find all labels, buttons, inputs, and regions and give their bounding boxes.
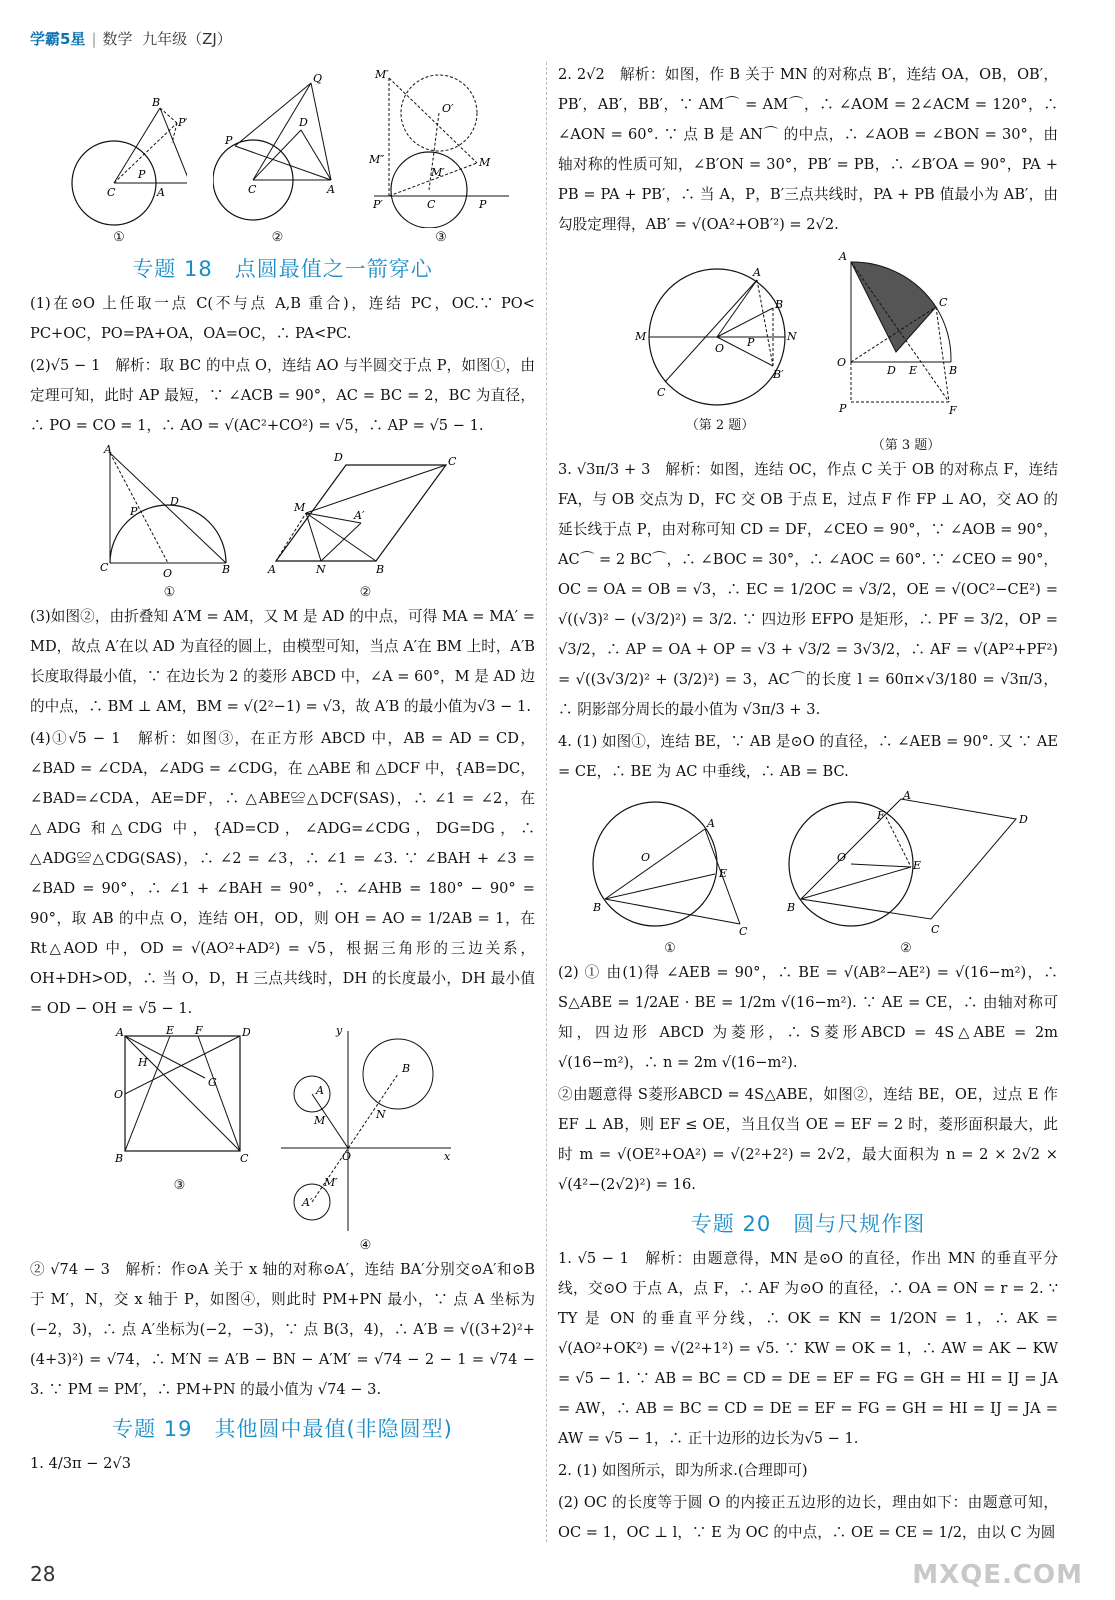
figure-r1-2 <box>831 242 981 453</box>
svg-text:N: N <box>315 563 326 576</box>
figure-r1-2-caption: （第 3 题） <box>871 438 941 453</box>
page-number: 28 <box>30 1562 56 1586</box>
svg-text:C: C <box>247 183 256 196</box>
svg-text:A′: A′ <box>353 509 364 522</box>
svg-text:H: H <box>137 1056 148 1069</box>
svg-text:A: A <box>267 563 276 576</box>
svg-text:B′: B′ <box>773 368 784 381</box>
watermark: MXQE.COM <box>912 1560 1083 1590</box>
svg-text:A: A <box>753 266 761 279</box>
svg-text:N: N <box>787 330 797 343</box>
brand-logo: 学霸5星 <box>30 30 86 48</box>
svg-text:M′: M′ <box>374 68 389 81</box>
svg-text:O: O <box>641 851 651 864</box>
subject: 数学 <box>102 30 133 48</box>
left-column <box>30 60 535 1481</box>
paragraph-r-3: 4. (1) 如图①，连结 BE，∵ AB 是⊙O 的直径，∴ ∠AEB = 90°. 又 ∵ AE = CE，∴ BE 为 AC 中垂线，∴ AB = BC. <box>558 733 1058 780</box>
svg-text:P′: P′ <box>177 116 187 129</box>
svg-text:C: C <box>426 198 435 211</box>
figure-1-1 <box>52 68 187 245</box>
figure-group-3 <box>30 1026 535 1253</box>
svg-text:C: C <box>99 561 108 574</box>
svg-text:C: C <box>739 925 748 938</box>
paragraph-18-2: (2)√5 − 1 解析：取 BC 的中点 O，连结 AO 与半圆交于点 P，如图①，由定理可知，此时 AP 最短，∵ ∠ACB = 90°，AC = BC = 2，BC 为直径，∴ PO = CO = 1，∴ AO = √(AC²+CO²) = √5，∴ AP = √5 − 1. <box>30 357 535 434</box>
heading-topic-19: 专题 19 其他圆中最值(非隐圆型) <box>112 1417 453 1441</box>
page-header: 学霸5星 | 数学 九年级（ZJ） <box>30 30 232 48</box>
svg-text:O: O <box>341 1150 351 1163</box>
svg-text:Q: Q <box>312 72 322 85</box>
figure-1-3-caption: ③ <box>435 230 447 245</box>
svg-text:E: E <box>913 859 922 872</box>
right-column <box>558 60 1058 1550</box>
svg-text:B: B <box>401 1062 410 1075</box>
svg-text:C: C <box>939 296 948 309</box>
svg-text:C: C <box>657 386 666 399</box>
paragraph-18-4: (4)①√5 − 1 解析：如图③，在正方形 ABCD 中，AB = AD = CD，∠BAD = ∠CDA，∠ADG = ∠CDG，在 △ABE 和 △DCF 中，{AB=DC，∠BAD=∠CDA，AE=DF，∴ △ABE≌△DCF(SAS)，∴ ∠1 = ∠2，在△ADG 和△CDG 中，{AD=CD，∠ADG=∠CDG，DG=DG，∴ △ADG≌△CDG(SAS)，∴ ∠2 = ∠3，∴ ∠1 = ∠3. ∵ ∠BAH + ∠3 = ∠BAD = 90°，∴ ∠1 + ∠BAH = 90°，∴ ∠AHB = 180° − 90° = 90°，取 AB 的中点 O，连结 OH，OD，则 OH = AO = 1/2AB = 1，在 Rt△AOD 中，OD = √(AO²+AD²) = √5，根据三角形的三边关系，OH+DH>OD，∴ 当 O，D，H 三点共线时，DH 的长度最小，DH 最小值 = OD − OH = √5 − 1. <box>30 730 535 1017</box>
svg-text:P: P <box>129 505 137 518</box>
figure-r2-2 <box>781 789 1031 956</box>
svg-text:P: P <box>478 198 486 211</box>
svg-text:O: O <box>837 851 847 864</box>
figure-2-2-caption: ② <box>359 585 372 600</box>
svg-text:M: M <box>313 1114 325 1127</box>
svg-text:B: B <box>151 96 160 109</box>
svg-text:x: x <box>443 1150 450 1163</box>
paragraph-18-1: (1)在⊙O 上任取一点 C(不与点 A,B 重合)，连结 PC，OC.∵ PO< PC+OC，PO=PA+OA，OA=OC，∴ PA<PC. <box>30 295 535 342</box>
svg-text:B: B <box>114 1152 123 1165</box>
figure-3-1-caption: ③ <box>173 1178 186 1193</box>
svg-text:C: C <box>447 455 456 468</box>
heading-topic-18: 专题 18 点圆最值之一箭穿心 <box>132 257 433 281</box>
figure-r2-1 <box>585 789 755 956</box>
svg-text:y: y <box>335 1026 342 1037</box>
paragraph-r-6: 1. √5 − 1 解析：由题意得，MN 是⊙O 的直径，作出 MN 的垂直平分线，交⊙O 于点 A，点 F，∴ AF 为⊙O 的直径，∴ OA = ON = r = 2. ∵ TY 是 ON 的垂直平分线，∴ OK = KN = 1/2ON = 1，∴ AK = √(AO²+OK²) = √(2²+1²) = √5. ∵ KW = OK = 1，∴ AW = AK − KW = √5 − 1. ∵ AB = BC = CD = DE = EF = FG = GH = HI = IJ = JA = AW，∴ AB = BC = CD = DE = EF = FG = GH = HI = IJ = JA = AW = √5 − 1，∴ 正十边形的边长为√5 − 1. <box>558 1250 1058 1447</box>
paragraph-r-8: (2) OC 的长度等于圆 O 的内接正五边形的边长，理由如下：由题意可知，OC = 1，OC ⊥ l，∵ E 为 OC 的中点，∴ OE = CE = 1/2，由以 C 为圆 <box>558 1494 1058 1541</box>
svg-text:P: P <box>137 168 145 181</box>
figure-r1-1 <box>635 242 805 453</box>
paragraph-18-5: ② √74 − 3 解析：作⊙A 关于 x 轴的对称⊙A′，连结 BA′分别交⊙A′和⊙B 于 M′，N，交 x 轴于 P，如图④，则此时 PM+PN 最小，∵ 点 A 坐标为(−2，3)，∴ 点 A′坐标为(−2，−3)，∵ 点 B(3，4)，∴ A′B = √((3+2)²+(4+3)²) = √74，∴ M′N = A′B − BN − A′M′ = √74 − 2 − 1 = √74 − 3. ∵ PM = PM′，∴ PM+PN 的最小值为 √74 − 3. <box>30 1261 535 1398</box>
svg-text:M: M <box>293 501 305 514</box>
svg-text:M: M <box>635 330 647 343</box>
svg-text:A: A <box>115 1026 124 1039</box>
svg-text:B: B <box>949 364 958 377</box>
svg-text:M: M <box>478 156 490 169</box>
svg-text:O: O <box>715 342 725 355</box>
svg-text:D: D <box>1019 813 1028 826</box>
svg-text:D: D <box>333 451 343 464</box>
heading-topic-20: 专题 20 圆与尺规作图 <box>690 1212 926 1236</box>
svg-text:P: P <box>224 134 232 147</box>
svg-text:F: F <box>949 404 957 417</box>
svg-text:C: C <box>931 923 940 936</box>
svg-text:O: O <box>837 356 847 369</box>
figure-r1-1-caption: （第 2 题） <box>685 418 755 433</box>
svg-text:C: C <box>106 186 115 199</box>
svg-text:B: B <box>787 901 796 914</box>
figure-group-2 <box>30 443 535 600</box>
paragraph-19-1: 1. 4/3π − 2√3 <box>30 1455 132 1472</box>
svg-text:A: A <box>707 817 715 830</box>
svg-text:C: C <box>239 1152 248 1165</box>
grade: 九年级（ZJ） <box>142 30 232 48</box>
figure-group-1 <box>30 68 535 245</box>
figure-1-1-caption: ① <box>113 230 125 245</box>
svg-text:A: A <box>326 183 335 196</box>
figure-2-2 <box>266 443 466 600</box>
svg-text:F: F <box>194 1026 203 1037</box>
figure-3-2 <box>276 1026 456 1253</box>
svg-text:D: D <box>887 364 896 377</box>
figure-r2-1-caption: ① <box>664 941 676 956</box>
svg-text:D: D <box>241 1026 250 1039</box>
paragraph-r-4: (2) ① 由(1)得 ∠AEB = 90°，∴ BE = √(AB²−AE²) = √(16−m²)，∴ S△ABE = 1/2AE · BE = 1/2m √(16−m²). ∵ AE = CE，∴ 由轴对称可知，四边形 ABCD 为菱形，∴ S菱形ABCD = 4S△ABE = 2m √(16−m²)，∴ n = 2m √(16−m²). <box>558 964 1058 1071</box>
paragraph-r-1: 2. 2√2 解析：如图，作 B 关于 MN 的对称点 B′，连结 OA，OB，OB′，PB′，AB′，BB′，∵ AM⌒ = AM⌒，∴ ∠AOM = 2∠ACM = 120°，∴ ∠AON = 60°. ∵ 点 B 是 AN⌒ 的中点，∴ ∠AOB = ∠BON = 30°，由轴对称的性质可知，∠B′ON = 30°，PB′ = PB，∴ ∠B′OA = 90°，PA + PB = PA + PB′，∴ 当 A，P，B′三点共线时，PA + PB 值最小为 AB′，由勾股定理得，AB′ = √(OA²+OB′²) = 2√2. <box>558 66 1058 233</box>
figure-3-2-caption: ④ <box>359 1238 372 1253</box>
figure-1-2-caption: ② <box>271 230 284 245</box>
svg-text:M′: M′ <box>323 1176 338 1189</box>
svg-text:P: P <box>747 336 755 349</box>
svg-text:B: B <box>375 563 384 576</box>
figure-2-1 <box>100 443 240 600</box>
svg-text:A: A <box>103 443 112 456</box>
svg-text:F: F <box>877 809 885 822</box>
svg-text:P′: P′ <box>372 198 383 211</box>
svg-text:B: B <box>221 563 230 576</box>
figure-group-r1 <box>558 242 1058 453</box>
figure-3-1 <box>110 1026 250 1253</box>
svg-text:E: E <box>719 867 728 880</box>
figure-group-r2 <box>558 789 1058 956</box>
svg-text:G: G <box>207 1076 217 1089</box>
svg-text:M″: M″ <box>368 153 384 166</box>
svg-text:D: D <box>298 116 308 129</box>
paragraph-r-5: ②由题意得 S菱形ABCD = 4S△ABE，如图②，连结 BE，OE，过点 E 作 EF ⊥ AB，则 EF ≤ OE，当且仅当 OE = EF = 2 时，菱形面积最大，此时 m = √(OE²+OA²) = √(2²+2²) = 2√2，最大面积为 n = 2 × 2√2 × √(4²−(2√2)²) = 16. <box>558 1086 1058 1193</box>
svg-text:N: N <box>375 1108 386 1121</box>
svg-text:B: B <box>593 901 602 914</box>
svg-text:B: B <box>775 298 784 311</box>
svg-text:E: E <box>165 1026 174 1037</box>
svg-text:M′: M′ <box>430 166 445 179</box>
figure-1-3 <box>369 68 514 245</box>
figure-2-1-caption: ① <box>163 585 176 600</box>
svg-text:O: O <box>113 1088 123 1101</box>
svg-text:P: P <box>839 402 847 415</box>
column-divider <box>546 62 547 1542</box>
figure-r2-2-caption: ② <box>900 941 912 956</box>
paragraph-18-3: (3)如图②，由折叠知 A′M = AM，又 M 是 AD 的中点，可得 MA = MA′ = MD，故点 A′在以 AD 为直径的圆上，由模型可知，当点 A′在 BM 上时，A′B 长度取得最小值，∵ 在边长为 2 的菱形 ABCD 中，∠A = 60°，M 是 AD 边的中点，∴ BM ⊥ AM，BM = √(2²−1) = √3，故 A′B 的最小值为√3 − 1. <box>30 608 535 715</box>
paragraph-r-7: 2. (1) 如图所示，即为所求.(合理即可) <box>558 1462 808 1479</box>
paragraph-r-2: 3. √3π/3 + 3 解析：如图，连结 OC，作点 C 关于 OB 的对称点 F，连结 FA，与 OB 交点为 D，FC 交 OB 于点 E，过点 F 作 FP ⊥ AO，交 AO 的延长线于点 P，由对称可知 CD = DF，∠CEO = 90°，∵ ∠AOB = 90°，AC⌒ = 2 BC⌒，∴ ∠BOC = 30°，∴ ∠AOC = 60°. ∵ ∠CEO = 90°，OC = OA = OB = √3，∴ EC = 1/2OC = √3/2，OE = √(OC²−CE²) = √((√3)² − (√3/2)²) = 3/2. ∵ 四边形 EFPO 是矩形，∴ PF = 3/2，OP = √3/2，∴ AP = OA + OP = √3 + √3/2 = 3√3/2，∴ AF = √(AP²+PF²) = √((3√3/2)² + (3/2)²) = 3，AC⌒的长度 l = 60π×√3/180 = √3π/3，∴ 阴影部分周长的最小值为 √3π/3 + 3. <box>558 461 1058 718</box>
svg-text:E: E <box>909 364 918 377</box>
svg-text:O′: O′ <box>441 102 454 115</box>
svg-text:A′: A′ <box>301 1196 312 1209</box>
svg-text:O: O <box>162 567 172 580</box>
figure-1-2 <box>213 68 343 245</box>
svg-text:D: D <box>169 495 179 508</box>
svg-text:A: A <box>315 1084 324 1097</box>
svg-text:A: A <box>839 250 847 263</box>
svg-text:A: A <box>903 789 911 802</box>
svg-text:A: A <box>156 186 165 199</box>
